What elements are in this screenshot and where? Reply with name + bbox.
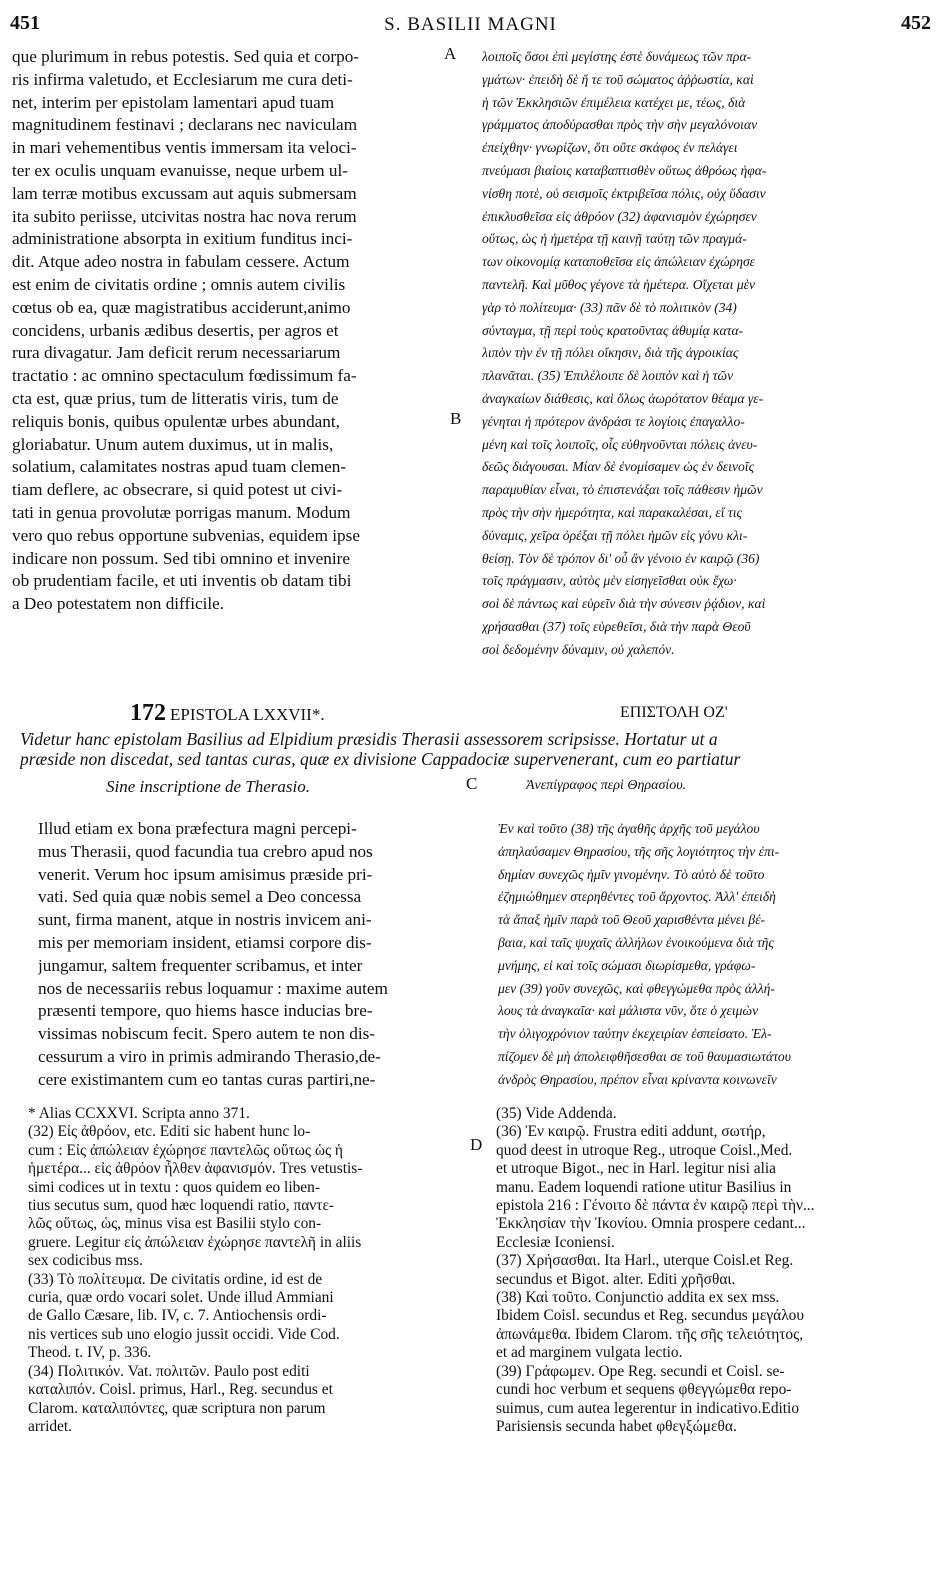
text-line: præsenti tempore, quo hiems hasce inducias bre- bbox=[38, 1001, 373, 1021]
text-line: nos de necessariis rebus loquamur : maxime autem bbox=[38, 978, 388, 998]
text-line: ἀνδρὸς Θηρασίου, πρέπον εἶναι κρίναντα κοινωνεῖν bbox=[498, 1071, 777, 1087]
footnote-line: Ecclesiæ Iconiensi. bbox=[496, 1233, 615, 1251]
epistle-body-latin bbox=[38, 818, 458, 1092]
text-line: παντελῆ. Καὶ μῦθος γέγονε τὰ ἡμέτερα. Οἴχεται μὲν bbox=[482, 276, 756, 292]
text-line: πνεύμασι βιαίοις καταβαπτισθὲν οὕτως ἀθρόως ἠφα- bbox=[482, 162, 767, 178]
page-number-left: 451 bbox=[10, 12, 40, 34]
text-line: τὰ ἅπαξ ἡμῖν παρὰ τοῦ Θεοῦ χαρισθέντα μένει βέ- bbox=[498, 912, 766, 928]
greek-subtitle: Ἀνεπίγραφος περὶ Θηρασίου. bbox=[526, 778, 687, 793]
text-line: γὰρ τὸ πολίτευμα· (33) πᾶν δὲ τὸ πολιτικὸν (34) bbox=[482, 299, 737, 315]
text-line: lam terræ motibus excussam aut aquis submersam bbox=[12, 183, 357, 203]
argument-line: Videtur hanc epistolam Basilius ad Elpidium præsidis Therasii assessorem scripsisse. Hortatur ut a bbox=[20, 729, 718, 749]
footnote-line: (38) Καὶ τοῦτο. Conjunctio addita ex sex mss. bbox=[496, 1289, 780, 1307]
footnote-line: καταλιπόν. Coisl. primus, Harl., Reg. secundus et bbox=[28, 1381, 333, 1399]
footnote-line: ἡμετέρα... εἰς ἀθρόον ἦλθεν ἀφανισμόν. Tres vetustis- bbox=[28, 1160, 363, 1178]
text-line: dit. Atque adeo nostra in fabulam cessere. Actum bbox=[12, 252, 350, 272]
text-line: δύναμις, χεῖρα ὀρέξαι τῇ πόλει ἡμῶν εἰς γόνυ κλι- bbox=[482, 527, 748, 543]
margin-marker-b: B bbox=[450, 409, 462, 428]
footnote-line: epistola 216 : Γένοιτο δὲ πάντα ἐν καιρῷ περὶ τὴν... bbox=[496, 1197, 815, 1215]
text-line: que plurimum in rebus potestis. Sed quia et corpo- bbox=[12, 47, 360, 66]
footnote-line: Parisiensis secunda habet φθεγξώμεθα. bbox=[496, 1417, 737, 1435]
footnote-line: manu. Eadem loquendi ratione utitur Basilius in bbox=[496, 1178, 792, 1196]
text-line: tati in genua provolutæ porrigas manum. Modum bbox=[12, 502, 351, 522]
text-line: ἀπηλαύσαμεν Θηρασίου, τῆς σῆς λογιότητος τὴν ἐπι- bbox=[498, 843, 780, 859]
text-line: μεν (39) γοῦν συνεχῶς, καὶ φθεγγώμεθα πρὸς ἀλλή- bbox=[498, 980, 775, 996]
text-line: mus Therasii, quod facundia tua crebro apud nos bbox=[38, 841, 373, 861]
text-line: δημίαν συνεχῶς ἡμῖν γινομένην. Τὸ αὐτὸ δὲ τοῦτο bbox=[498, 866, 765, 882]
footnote-line: (34) Πολιτικόν. Vat. πολιτῶν. Paulo post editi bbox=[28, 1362, 310, 1380]
page-number-right: 452 bbox=[901, 12, 931, 34]
footnote-line: Theod. t. IV, p. 336. bbox=[28, 1344, 152, 1362]
argument-line: præside non discedat, sed tantas curas, quæ ex divisione Cappadociæ supervenerant, cum eo partiatur bbox=[20, 749, 741, 769]
text-line: γράμματος ἀποδύρασθαι πρὸς τὴν σὴν μεγαλόνοιαν bbox=[482, 117, 758, 133]
text-line: sunt, firma manent, atque in nostris invicem ani- bbox=[38, 910, 372, 930]
text-line: βαια, καὶ ταῖς ψυχαῖς ἀλλήλων ἐνοικούμενα διὰ τῆς bbox=[498, 934, 774, 950]
text-line: mis per memoriam insident, etiamsi corpore dis- bbox=[38, 932, 372, 952]
text-line: ita subito periisse, utcivitas nostra hac nova rerum bbox=[12, 206, 357, 226]
epistle-number: 172 bbox=[130, 700, 166, 726]
text-line: νίσθη ποτὲ, οὐ σεισμοῖς ἐκτριβεῖσα πόλις, οὐχ ὕδασιν bbox=[482, 185, 766, 201]
text-line: ἐζημιώθημεν στερηθέντες τοῦ ἄρχοντος. Ἀλλ' ἐπειδὴ bbox=[498, 889, 776, 905]
text-line: est enim de civitatis ordine ; omnis autem civilis bbox=[12, 274, 346, 294]
footnote-line: λῶς οὕτως, ὡς, minus visa est Basilii stylo con- bbox=[28, 1215, 322, 1233]
text-line: γμάτων· ἐπειδὴ δὲ ἥ τε τοῦ σώματος ἀῤῥωστία, καὶ bbox=[482, 71, 754, 87]
text-line: vati. Sed quia quæ nobis semel a Deo concessa bbox=[38, 887, 362, 907]
text-line: tractatio : ac omnino spectaculum fœdissimum fa- bbox=[12, 366, 357, 386]
text-line: rura divagatur. Jam deficit rerum necessariarum bbox=[12, 343, 341, 363]
footnote-line: ἀπωνάμεθα. Ibidem Clarom. τῆς σῆς τελειότητος, bbox=[496, 1325, 804, 1343]
margin-marker-d: D bbox=[470, 1135, 483, 1154]
epistle-heading-latin bbox=[130, 700, 325, 727]
text-line: σύνταγμα, τῇ περὶ τοὺς κρατοῦντας ἀθυμίᾳ κατα- bbox=[482, 322, 744, 338]
text-line: γένηται ἡ πρότερον ἀνδράσι τε λογίοις ἐπαγαλλο- bbox=[482, 413, 745, 429]
text-line: τοῖς πράγμασιν, αὐτὸς μὲν εἰσηγεῖσθαι οὐκ ἔχω· bbox=[482, 573, 737, 589]
footnote-line: simi codices ut in textu : quos quidem eo liben- bbox=[28, 1178, 320, 1196]
footnote-line: Ἐκκλησίαν τὴν Ἰκονίου. Omnia prospere cedant... bbox=[496, 1215, 806, 1233]
text-line: οὕτως, ὡς ἡ ἡμετέρα τῇ καινῇ ταύτῃ τῶν πραγμά- bbox=[482, 231, 747, 247]
text-line: σοὶ δεδομένην δύναμιν, οὐ χαλεπόν. bbox=[482, 641, 675, 657]
footnote-line: curia, quæ ordo vocari solet. Unde illud Ammiani bbox=[28, 1289, 334, 1307]
text-line: ἐπείχθην· γνωρίζων, ὅτι οὔτε σκάφος ἐν πελάγει bbox=[482, 140, 738, 156]
text-line: λοιποῖς ὅσοι ἐπὶ μεγίστης ἐστὲ δυνάμεως τῶν πρα- bbox=[482, 49, 752, 64]
text-line: reliquis bonis, quibus opulentæ urbes abundant, bbox=[12, 411, 340, 431]
footnote-line: et ad marginem vulgata lectio. bbox=[496, 1344, 683, 1362]
text-line: jungamur, saltem frequenter scribamus, et inter bbox=[38, 955, 363, 975]
footnote-line: cundi hoc verbum et sequens φθεγγώμεθα repo- bbox=[496, 1381, 792, 1399]
footnote-line: arridet. bbox=[28, 1417, 73, 1435]
margin-marker-c: C bbox=[466, 774, 478, 793]
text-line: δεῶς διάγουσαι. Μίαν δὲ ἐνομίσαμεν ὡς ἐν δεινοῖς bbox=[482, 459, 755, 475]
footnote-line: quod deest in utroque Reg., utroque Coisl.,Med. bbox=[496, 1141, 793, 1159]
text-line: net, interim per epistolam lamentari apud tuam bbox=[12, 92, 335, 112]
text-line: Illud etiam ex bona præfectura magni percepi- bbox=[38, 819, 357, 838]
text-line: administratione absorpta in exitium funditus inci- bbox=[12, 229, 353, 249]
text-line: θείσῃ. Τὸν δὲ τρόπον δι' οὗ ἂν γένοιο ἐν καιρῷ (36) bbox=[482, 550, 760, 566]
text-line: μένη καὶ τοῖς λοιποῖς, οἷς εὐθηνοῦνται πόλεις ἀνευ- bbox=[482, 436, 758, 452]
prev-epistle-greek-column bbox=[482, 46, 930, 662]
text-line: Ἐν καὶ τοῦτο (38) τῆς ἀγαθῆς ἀρχῆς τοῦ μεγάλου bbox=[498, 821, 760, 836]
text-line: ob prudentiam facile, et uti inventis ob datam tibi bbox=[12, 571, 352, 591]
text-line: concidens, urbanis ædibus desertis, per agros et bbox=[12, 320, 339, 340]
footnote-line: sex codicibus mss. bbox=[28, 1252, 143, 1270]
footnotes-right bbox=[496, 1105, 930, 1436]
text-line: a Deo potestatem non difficile. bbox=[12, 594, 225, 614]
footnote-line: gruere. Legitur εἰς ἀπώλειαν ἐχώρησε παντελῆ in aliis bbox=[28, 1233, 362, 1251]
footnote-line: (36) Ἐν καιρῷ. Frustra editi addunt, σωτήρ, bbox=[496, 1123, 766, 1141]
footnote-line: nis vertices sub uno elogio jussit occidi. Vide Cod. bbox=[28, 1325, 340, 1343]
epistle-argument bbox=[20, 729, 921, 769]
text-line: χρήσασθαι (37) τοῖς εὑρεθεῖσι, διὰ τὴν παρὰ Θεοῦ bbox=[482, 618, 751, 634]
text-line: λιπὸν τὴν ἐν τῇ πόλει οἴκησιν, διὰ τῆς ἀγροικίας bbox=[482, 345, 739, 361]
footnote-line: * Alias CCXXVI. Scripta anno 371. bbox=[28, 1105, 250, 1122]
footnote-line: suimus, cum autea legerentur in indicativo.Editio bbox=[496, 1399, 800, 1417]
text-line: cœtus ob ea, quæ magistratibus acciderunt,animo bbox=[12, 297, 351, 317]
footnote-line: (39) Γράφωμεν. Ope Reg. secundi et Coisl. se- bbox=[496, 1362, 785, 1380]
footnote-line: (32) Εἰς ἀθρόον, etc. Editi sic habent hunc lo- bbox=[28, 1123, 311, 1141]
text-line: ἀναγκαίων διάθεσις, καὶ ὅλως ἀωρότατον θέαμα γε- bbox=[482, 390, 764, 406]
text-line: solatium, calamitates nostras apud tuam clemen- bbox=[12, 457, 347, 477]
prev-epistle-latin-column bbox=[12, 46, 442, 616]
epistle-body-greek bbox=[498, 818, 930, 1092]
text-line: πρὸς τὴν σὴν ἡμερότητα, καὶ παρακαλέσαι, εἴ τις bbox=[482, 504, 743, 520]
text-line: cta est, quæ prius, tum de litteratis viris, tum de bbox=[12, 388, 339, 408]
footnote-line: Clarom. καταλιπόντες, quæ scriptura non parum bbox=[28, 1399, 326, 1417]
text-line: πλανᾶται. (35) Ἐπιλέλοιπε δὲ λοιπὸν καὶ ἡ τῶν bbox=[482, 368, 734, 384]
text-line: in mari vehementibus ventis immersam ita veloci- bbox=[12, 138, 357, 158]
footnote-line: et utroque Bigot., nec in Harl. legitur nisi alia bbox=[496, 1160, 776, 1178]
text-line: tiam deflere, ac obsecrare, si quid potest ut civi- bbox=[12, 480, 343, 500]
footnote-line: cum : Εἰς ἀπώλειαν ἐχώρησε παντελῶς οὕτως ὡς ἡ bbox=[28, 1141, 343, 1159]
footnote-line: Ibidem Coisl. secundus et Reg. secundus μεγάλου bbox=[496, 1307, 804, 1325]
text-line: vero quo rebus opportune subvenias, equidem ipse bbox=[12, 525, 360, 545]
running-title: S. BASILII MAGNI bbox=[384, 14, 557, 35]
text-line: cessurum a viro in primis admirando Therasio,de- bbox=[38, 1046, 381, 1066]
text-line: ἡ τῶν Ἐκκλησιῶν ἐπιμέλεια κατέχει με, τέως, διὰ bbox=[482, 94, 746, 110]
footnote-line: de Gallo Cæsare, lib. IV, c. 7. Antiochensis ordi- bbox=[28, 1307, 327, 1325]
text-line: indicare non possum. Sed tibi omnino et invenire bbox=[12, 548, 350, 568]
footnote-line: tius secutus sum, quod hæc loquendi ratio, παντε- bbox=[28, 1197, 335, 1215]
epistle-greek-title: ΕΠΙΣΤΟΛΗ ΟΖ' bbox=[620, 704, 728, 721]
text-line: ἐπικλυσθεῖσα εἰς ἀθρόον (32) ἀφανισμὸν ἐχώρησεν bbox=[482, 208, 757, 224]
text-line: σοὶ δὲ πάντως καὶ εὑρεῖν διὰ τὴν σύνεσιν ῥᾴδιον, καὶ bbox=[482, 596, 766, 612]
text-line: ris infirma valetudo, et Ecclesiarum me cura deti- bbox=[12, 69, 353, 89]
margin-marker-a: A bbox=[444, 44, 457, 63]
footnote-line: (33) Τὸ πολίτευμα. De civitatis ordine, id est de bbox=[28, 1270, 323, 1288]
epistle-latin-title: EPISTOLA LXXVII*. bbox=[170, 705, 325, 724]
text-line: ter ex oculis unquam evanuisse, neque urbem ul- bbox=[12, 160, 349, 180]
text-line: cere existimantem cum eo tantas curas partiri,ne- bbox=[38, 1069, 376, 1089]
text-line: λους τὰ ἀναγκαῖα· καὶ μάλιστα νῦν, ὅτε ὁ χειμὼν bbox=[498, 1003, 759, 1019]
text-line: παραμυθίαν εἶναι, τὸ ἐπιστενάξαι τοῖς πάθεσιν ἡμῶν bbox=[482, 482, 763, 498]
latin-subtitle: Sine inscriptione de Therasio. bbox=[106, 777, 310, 796]
footnote-line: secundus et Bigot. alter. Editi χρῆσθαι. bbox=[496, 1270, 736, 1288]
text-line: τὴν ὀλιγοχρόνιον ταύτην ἐκεχειρίαν ἐσπείσατο. Ἐλ- bbox=[498, 1026, 772, 1042]
footnote-line: (35) Vide Addenda. bbox=[496, 1105, 617, 1122]
text-line: πίζομεν δὲ μὴ ἀπολειφθῆσεσθαι σε τοῦ θαυμασιωτάτου bbox=[498, 1048, 791, 1064]
text-line: των οἰκονομίᾳ καταποθεῖσα εἰς ἀπώλειαν ἐχώρησε bbox=[482, 254, 756, 270]
footnote-line: (37) Χρήσασθαι. Ita Harl., uterque Coisl.et Reg. bbox=[496, 1252, 794, 1270]
text-line: gloriabatur. Unum autem duximus, ut in malis, bbox=[12, 434, 334, 454]
text-line: μνήμης, εἰ καὶ τοῖς σώμασι διωρίσμεθα, γράφω- bbox=[498, 957, 756, 973]
text-line: magnitudinem festinavi ; declarans nec naviculam bbox=[12, 115, 358, 135]
footnotes-left bbox=[28, 1105, 468, 1436]
text-line: venerit. Verum hoc ipsum amisimus præside pri- bbox=[38, 864, 373, 884]
text-line: vissimas nobiscum fecit. Spero autem te non dis- bbox=[38, 1024, 376, 1044]
page-header bbox=[10, 12, 931, 42]
